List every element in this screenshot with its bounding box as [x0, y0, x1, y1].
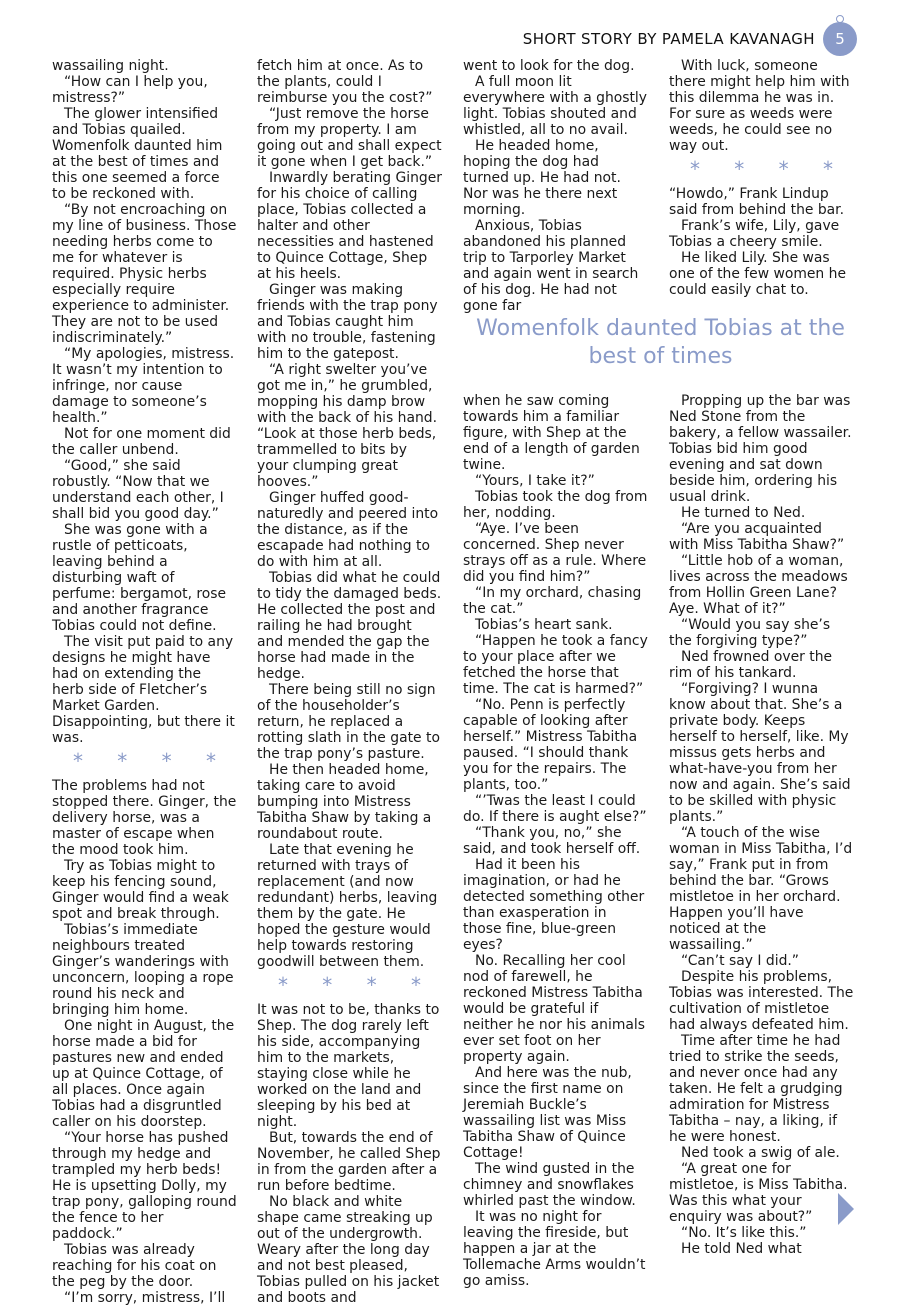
paragraph: Not for one moment did the caller unbend. — [52, 426, 231, 458]
paragraph: wassailing night. — [52, 58, 169, 74]
paragraph: Ned frowned over the rim of his tankard. — [669, 649, 833, 681]
paragraph: “I’m sorry, mistress, I’ll — [64, 1290, 226, 1306]
paragraph: Tobias did what he could to tidy the damaged beds. He collected the post and railing he had brought and mended the gap the horse had made in the hedge. — [257, 570, 442, 682]
paragraph: “Forgiving? I wunna know about that. She’s a private body. Keeps herself to herself, like. My missus gets herbs and what-have-you from her now and again. She’s said to be skilled with physic plants.” — [669, 681, 851, 825]
paragraph: “Thank you, no,” she said, and took herself off. — [463, 825, 641, 857]
paragraph: Despite his problems, Tobias was interested. The cultivation of mistletoe had always defeated him. — [669, 969, 854, 1033]
paragraph: “Just remove the horse from my property. I am going out and shall expect it gone when I get back.” — [257, 106, 442, 170]
paragraph: Ginger huffed good-naturedly and peered into the distance, as if the escapade had nothing to do with him at all. — [257, 490, 439, 570]
paragraph: With luck, someone there might help him with this dilemma he was in. For sure as weeds were weeds, he could see no way out. — [669, 58, 850, 154]
paragraph: “A touch of the wise woman in Miss Tabitha, I’d say,” Frank put in from behind the bar. “Grows mistletoe in her orchard. Happen you’ll have noticed at the wassailing.” — [669, 825, 853, 953]
paragraph: He told Ned what — [681, 1241, 802, 1257]
paragraph: Inwardly berating Ginger for his choice of calling place, Tobias collected a halter and other necessities and hastened to Quince Cottage, Shep at his heels. — [257, 170, 442, 282]
paragraph: “In my orchard, chasing the cat.” — [463, 585, 642, 617]
paragraph: It was not to be, thanks to Shep. The dog rarely left his side, accompanying him to the markets, staying close while he worked on the land and sleeping by his bed at night. — [257, 1002, 440, 1130]
page-header — [523, 22, 857, 56]
paragraph: Anxious, Tobias abandoned his planned trip to Tarporley Market and again went in search of his dog. He had not gone far — [463, 218, 639, 314]
paragraph: “No. Penn is perfectly capable of looking after herself.” Mistress Tabitha paused. “I should thank you for the repairs. The plants, too.” — [463, 697, 638, 793]
paragraph: “A great one for mistletoe, is Miss Tabitha. Was this what your enquiry was about?” — [669, 1161, 848, 1225]
paragraph: He liked Lily. She was one of the few women he could easily chat to. — [669, 250, 846, 298]
paragraph: Tobias’s heart sank. — [475, 617, 613, 633]
paragraph: Time after time he had tried to strike the seeds, and never once had any taken. He felt a grudging admiration for Mistress Tabitha – nay, a liking, if he were honest. — [669, 1033, 843, 1145]
paragraph: There being still no sign of the householder’s return, he replaced a rotting slath in the gate to the trap pony’s pasture. — [257, 682, 440, 762]
story-byline: SHORT STORY BY PAMELA KAVANAGH — [522, 30, 815, 48]
column-4-top — [669, 58, 854, 298]
paragraph: A full moon lit everywhere with a ghostly light. Tobias shouted and whistled, all to no avail. — [463, 74, 648, 138]
column-3-bottom — [463, 393, 648, 1289]
paragraph: Ginger was making friends with the trap pony and Tobias caught him with no trouble, fastening him to the gatepost. — [257, 282, 438, 362]
paragraph: No. Recalling her cool nod of farewell, he reckoned Mistress Tabitha would be grateful if neither he nor his animals ever set foot on her property again. — [463, 953, 645, 1065]
section-divider: * * * * — [72, 749, 231, 773]
paragraph: “Happen he took a fancy to your place after we fetched the horse that time. The cat is harmed?” — [463, 633, 648, 697]
paragraph: The problems had not stopped there. Ginger, the delivery horse, was a master of escape when the mood took him. — [52, 778, 237, 858]
paragraph: when he saw coming towards him a familiar figure, with Shep at the end of a length of garden twine. — [463, 393, 640, 473]
paragraph: He turned to Ned. — [681, 505, 806, 521]
paragraph: The wind gusted in the chimney and snowflakes whirled past the window. — [463, 1161, 636, 1209]
paragraph: It was no night for leaving the fireside, but happen a jar at the Tollemache Arms wouldn’t go amiss. — [463, 1209, 646, 1289]
paragraph: “’Twas the least I could do. If there is aught else?” — [463, 793, 647, 825]
paragraph: And here was the nub, since the first name on Jeremiah Buckle’s wassailing list was Miss Tabitha Shaw of Quince Cottage! — [463, 1065, 632, 1161]
paragraph: “My apologies, mistress. It wasn’t my intention to infringe, nor cause damage to someone’s health.” — [52, 346, 235, 426]
paragraph: Late that evening he returned with trays of replacement (and now redundant) herbs, leaving them by the gate. He hoped the gesture would help towards restoring goodwill between them. — [257, 842, 438, 970]
paragraph: The visit put paid to any designs he might have had on extending the herb side of Fletcher’s Market Garden. Disappointing, but there it was. — [52, 634, 235, 746]
page-number-badge: 5 — [823, 22, 857, 56]
paragraph: went to look for the dog. — [463, 58, 635, 74]
paragraph: She was gone with a rustle of petticoats, leaving behind a disturbing waft of perfume: bergamot, rose and another fragrance Tobias could not define. — [52, 522, 227, 634]
column-3-top — [463, 58, 648, 314]
column-4-bottom — [669, 393, 854, 1257]
paragraph: Frank’s wife, Lily, gave Tobias a cheery smile. — [669, 218, 840, 250]
pull-quote: Womenfolk daunted Tobias at the best of times — [476, 316, 845, 369]
section-divider: * * * * — [689, 157, 848, 181]
paragraph: “By not encroaching on my line of business. Those needing herbs come to me for whatever is required. Physic herbs especially require experience to administer. They are not to be used indiscriminately.” — [52, 202, 237, 346]
paragraph: The glower intensified and Tobias quailed. Womenfolk daunted him at the best of times and this one seemed a force to be reckoned with. — [52, 106, 223, 202]
paragraph: “Howdo,” Frank Lindup said from behind the bar. — [669, 186, 845, 218]
paragraph: “Your horse has pushed through my hedge and trampled my herb beds! He is upsetting Dolly, my trap pony, galloping round the fence to her paddock.” — [52, 1130, 237, 1242]
paragraph: No black and white shape came streaking up out of the undergrowth. Weary after the long day and not best pleased, Tobias pulled on his jacket and boots and — [257, 1194, 440, 1306]
paragraph: “Are you acquainted with Miss Tabitha Shaw?” — [669, 521, 845, 553]
paragraph: “Aye. I’ve been concerned. Shep never strays off as a rule. Where did you find him?” — [463, 521, 647, 585]
paragraph: “Would you say she’s the forgiving type?” — [669, 617, 831, 649]
paragraph: Had it been his imagination, or had he detected something other than exasperation in those fine, blue-green eyes? — [463, 857, 645, 953]
continue-arrow-icon[interactable] — [838, 1193, 854, 1225]
paragraph: But, towards the end of November, he called Shep in from the garden after a run before bedtime. — [257, 1130, 441, 1194]
paragraph: He then headed home, taking care to avoid bumping into Mistress Tabitha Shaw by taking a roundabout route. — [257, 762, 432, 842]
paragraph: He headed home, hoping the dog had turned up. He had not. Nor was he there next morning. — [463, 138, 621, 218]
paragraph: “Little hob of a woman, lives across the meadows from Hollin Green Lane? Aye. What of it?” — [669, 553, 848, 617]
paragraph: “Yours, I take it?” — [475, 473, 595, 489]
paragraph: “A right swelter you’ve got me in,” he grumbled, mopping his damp brow with the back of his hand. “Look at those herb beds, trammelled to bits by your clumping great hooves.” — [257, 362, 437, 490]
paragraph: Try as Tobias might to keep his fencing sound, Ginger would find a weak spot and break through. — [52, 858, 229, 922]
paragraph: Tobias took the dog from her, nodding. — [463, 489, 648, 521]
paragraph: Tobias was already reaching for his coat on the peg by the door. — [52, 1242, 217, 1290]
column-1 — [52, 58, 237, 1306]
paragraph: Tobias’s immediate neighbours treated Ginger’s wanderings with unconcern, looping a rope round his neck and bringing him home. — [52, 922, 234, 1018]
paragraph: fetch him at once. As to the plants, could I reimburse you the cost?” — [257, 58, 433, 106]
column-2 — [257, 58, 442, 1306]
paragraph: “Good,” she said robustly. “Now that we understand each other, I shall bid you good day.” — [52, 458, 224, 522]
paragraph: “How can I help you, mistress?” — [52, 74, 208, 106]
paragraph: “Can’t say I did.” — [681, 953, 799, 969]
paragraph: Ned took a swig of ale. — [681, 1145, 840, 1161]
paragraph: Propping up the bar was Ned Stone from the bakery, a fellow wassailer. Tobias bid him good evening and sat down beside him, ordering his usual drink. — [669, 393, 852, 505]
paragraph: “No. It’s like this.” — [681, 1225, 807, 1241]
section-divider: * * * * — [277, 973, 436, 997]
paragraph: One night in August, the horse made a bid for pastures new and ended up at Quince Cottage, of all places. Once again Tobias had a disgruntled caller on his doorstep. — [52, 1018, 235, 1130]
